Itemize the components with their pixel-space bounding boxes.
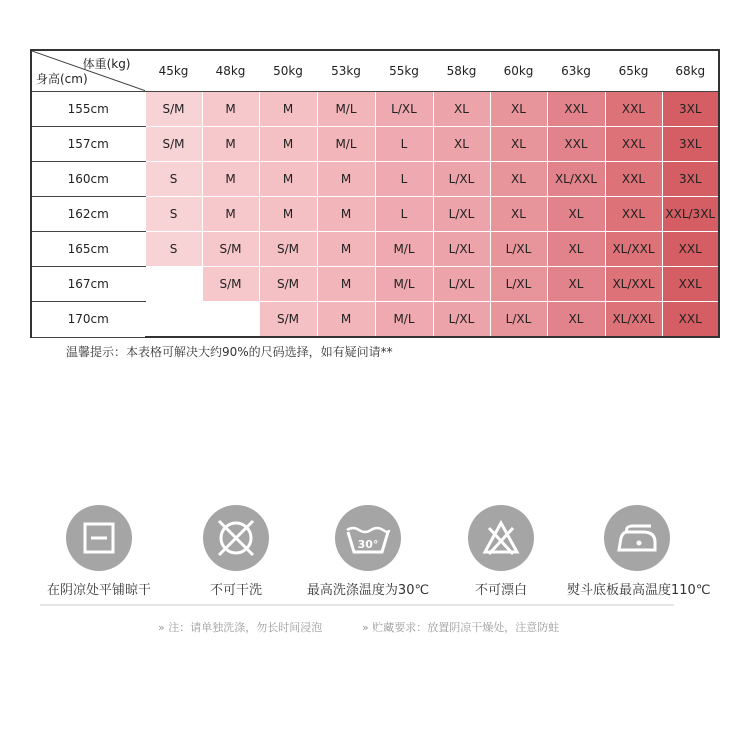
weight-header-cell: 55kg <box>375 50 433 92</box>
iron-icon <box>604 505 670 571</box>
weight-header-cell: 65kg <box>605 50 662 92</box>
care-item-wash-30 <box>298 505 438 598</box>
height-cell: 170cm <box>31 302 145 338</box>
care-item-iron <box>567 505 711 598</box>
size-cell: L/XL <box>433 197 490 232</box>
size-cell: S/M <box>202 232 259 267</box>
weight-header-cell: 63kg <box>547 50 605 92</box>
size-cell: L/XL <box>375 92 433 127</box>
size-cell: 3XL <box>662 92 719 127</box>
size-cell: L <box>375 197 433 232</box>
size-cell: XXL <box>547 92 605 127</box>
size-cell: M/L <box>375 302 433 338</box>
size-cell <box>202 302 259 338</box>
size-cell: XL <box>490 92 547 127</box>
size-cell: L/XL <box>433 162 490 197</box>
weight-axis-label: 体重(kg) <box>82 57 131 71</box>
size-cell: M/L <box>375 267 433 302</box>
care-label: 在阴凉处平铺晾干 <box>46 583 151 598</box>
care-divider <box>40 604 674 606</box>
size-cell: M <box>317 162 375 197</box>
size-cell: M/L <box>317 92 375 127</box>
size-cell: XL <box>547 197 605 232</box>
size-cell: 3XL <box>662 127 719 162</box>
weight-header-cell: 60kg <box>490 50 547 92</box>
height-cell: 167cm <box>31 267 145 302</box>
size-cell: XXL <box>547 127 605 162</box>
size-cell: XL/XXL <box>547 162 605 197</box>
table-row <box>31 127 719 162</box>
size-cell: 3XL <box>662 162 719 197</box>
care-label: 最高洗涤温度为30℃ <box>306 583 430 598</box>
size-cell: S/M <box>259 302 317 338</box>
size-cell <box>145 302 202 338</box>
no-dry-clean-icon <box>203 505 269 571</box>
no-bleach-icon <box>468 505 534 571</box>
size-cell: XL <box>490 127 547 162</box>
size-cell: M <box>259 197 317 232</box>
height-cell: 160cm <box>31 162 145 197</box>
size-cell: XL/XXL <box>605 267 662 302</box>
size-cell: XL/XXL <box>605 232 662 267</box>
size-cell: XL <box>547 232 605 267</box>
size-cell <box>145 267 202 302</box>
care-item-no-dry-clean <box>166 505 306 598</box>
size-cell: S <box>145 232 202 267</box>
weight-header-cell: 48kg <box>202 50 259 92</box>
wash-note: » 注：请单独洗涤，勿长时间浸泡 <box>158 621 323 634</box>
size-cell: XXL/3XL <box>662 197 719 232</box>
size-cell: S <box>145 162 202 197</box>
size-cell: M <box>317 267 375 302</box>
size-cell: L <box>375 162 433 197</box>
size-cell: S <box>145 197 202 232</box>
weight-header-cell: 68kg <box>662 50 719 92</box>
size-cell: XXL <box>605 162 662 197</box>
care-label: 不可漂白 <box>474 583 527 598</box>
size-cell: XXL <box>605 197 662 232</box>
care-item-flat-dry <box>29 505 169 598</box>
table-row <box>31 232 719 267</box>
size-cell: S/M <box>259 232 317 267</box>
height-cell: 157cm <box>31 127 145 162</box>
size-cell: XL <box>490 197 547 232</box>
size-cell: L/XL <box>490 302 547 338</box>
size-cell: S/M <box>145 127 202 162</box>
table-header-row <box>31 50 719 92</box>
weight-header-cell: 58kg <box>433 50 490 92</box>
size-cell: L/XL <box>490 232 547 267</box>
size-cell: M <box>259 162 317 197</box>
table-row <box>31 302 719 338</box>
size-cell: M <box>317 232 375 267</box>
care-label: 不可干洗 <box>209 583 262 598</box>
size-cell: XL <box>547 302 605 338</box>
size-cell: M <box>259 127 317 162</box>
size-cell: L/XL <box>433 302 490 338</box>
size-cell: XXL <box>662 267 719 302</box>
size-tip-text: 温馨提示：本表格可解决大约90%的尺码选择，如有疑问请** <box>66 345 393 359</box>
care-item-no-bleach <box>431 505 571 598</box>
size-cell: L <box>375 127 433 162</box>
size-cell: M <box>202 127 259 162</box>
table-row <box>31 92 719 127</box>
care-label: 熨斗底板最高温度110℃ <box>567 583 711 598</box>
height-cell: 162cm <box>31 197 145 232</box>
size-cell: XXL <box>605 92 662 127</box>
size-cell: M <box>259 92 317 127</box>
size-cell: L/XL <box>490 267 547 302</box>
wash-30-icon <box>335 505 401 571</box>
table-row <box>31 267 719 302</box>
size-chart-table <box>30 49 720 338</box>
weight-header-cell: 50kg <box>259 50 317 92</box>
height-axis-label: 身高(cm) <box>36 72 88 86</box>
size-cell: M/L <box>317 127 375 162</box>
weight-header-cell: 53kg <box>317 50 375 92</box>
size-cell: S/M <box>202 267 259 302</box>
table-corner-cell <box>31 50 145 92</box>
table-row <box>31 197 719 232</box>
height-cell: 155cm <box>31 92 145 127</box>
size-cell: XXL <box>662 232 719 267</box>
size-cell: M/L <box>375 232 433 267</box>
size-cell: XL <box>433 127 490 162</box>
size-cell: M <box>202 92 259 127</box>
size-cell: XXL <box>605 127 662 162</box>
size-cell: L/XL <box>433 232 490 267</box>
height-cell: 165cm <box>31 232 145 267</box>
size-cell: M <box>202 197 259 232</box>
flat-dry-icon <box>66 505 132 571</box>
size-cell: M <box>317 302 375 338</box>
size-cell: S/M <box>145 92 202 127</box>
table-row <box>31 162 719 197</box>
size-cell: XL <box>547 267 605 302</box>
size-cell: M <box>202 162 259 197</box>
size-cell: L/XL <box>433 267 490 302</box>
storage-note: » 贮藏要求：放置阴凉干燥处，注意防蛀 <box>362 621 560 634</box>
weight-header-cell: 45kg <box>145 50 202 92</box>
size-cell: XL <box>490 162 547 197</box>
size-cell: M <box>317 197 375 232</box>
size-cell: XL <box>433 92 490 127</box>
size-cell: S/M <box>259 267 317 302</box>
size-cell: XL/XXL <box>605 302 662 338</box>
size-cell: XXL <box>662 302 719 338</box>
wash-temperature-text: 30° <box>357 538 379 551</box>
